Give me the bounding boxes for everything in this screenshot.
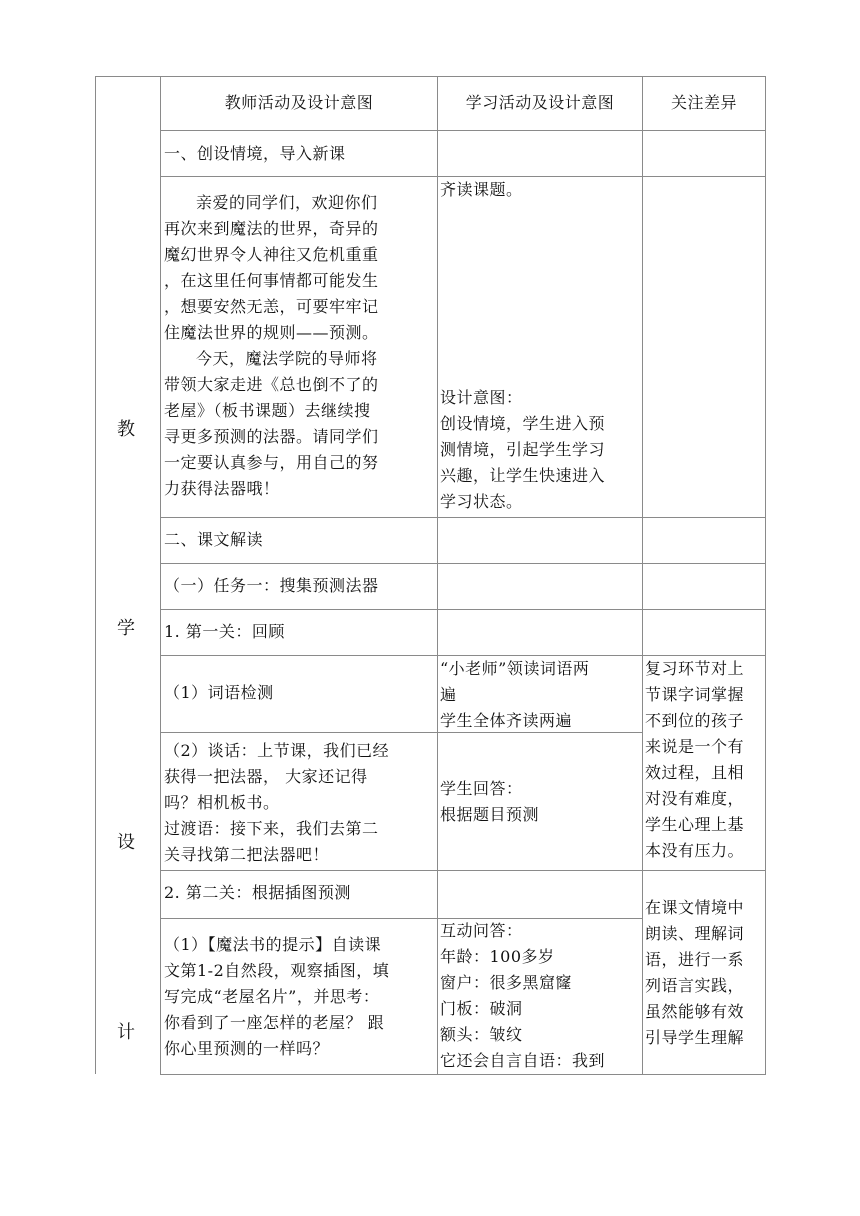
- teacher-intro-text: 亲爱的同学们，欢迎你们 再次来到魔法的世界，奇异的 魔幻世界令人神往又危机重重 ，在这里任何事情都可能发生 ，想要安然无恙，可要牢牢记 住魔法世界的规则——预测。 今天，魔法学院的导师将 带领大家走进《总也倒不了的 老屋》（板书课题）去继续搜 寻更多预测的法器。请同学们 一定要认真参与，用自己的努 力获得法器哦！: [164, 193, 379, 498]
- interactive-qa-text: 互动问答： 年龄：100多岁 窗户：很多黑窟窿 门板：破洞 额头：皱纹 它还会自言自语：我到: [440, 921, 606, 1070]
- diff-review-note: 复习环节对上 节课字词掌握 不到位的孩子 来说是一个有 效过程，且相 对没有难度， 学生心理上基 本没有压力。: [645, 659, 745, 860]
- row-divider: [160, 517, 766, 518]
- side-label-char: 学: [117, 618, 135, 639]
- side-label-char: 设: [117, 832, 135, 853]
- column-divider-side: [160, 76, 161, 1074]
- student-read-title: 齐读课题。: [440, 180, 523, 199]
- student-word-reading: “小老师”领读词语两 遍 学生全体齐读两遍: [440, 659, 590, 730]
- row-divider: [160, 609, 766, 610]
- table-border-left: [95, 76, 96, 1074]
- section-heading-intro: 一、创设情境，导入新课: [164, 144, 346, 163]
- row-divider: [160, 870, 766, 871]
- column-divider-teacher: [437, 76, 438, 1074]
- student-answer-text: 学生回答： 根据题目预测: [440, 779, 540, 824]
- teacher-talk-text: （2）谈话：上节课，我们已经 获得一把法器， 大家还记得 吗？相机板书。 过渡语：接下来，我们去第二 关寻找第二把法器吧！: [164, 741, 390, 864]
- table-border-top: [95, 76, 766, 77]
- header-student-activity: 学习活动及设计意图: [465, 93, 615, 112]
- level-two-heading: 2. 第二关：根据插图预测: [164, 883, 351, 902]
- side-label-char: 教: [117, 419, 135, 440]
- level-one-heading: 1. 第一关：回顾: [164, 622, 285, 641]
- section-heading-text-reading: 二、课文解读: [164, 530, 264, 549]
- diff-context-note: 在课文情境中 朗读、理解词 语，进行一系 列语言实践， 虽然能够有效 引导学生理解: [645, 898, 745, 1047]
- magic-book-hint-text: （1）【魔法书的提示】自读课 文第1-2自然段，观察插图，填 写完成“老屋名片”，并思考： 你看到了一座怎样的老屋？ 跟 你心里预测的一样吗？: [164, 935, 390, 1058]
- column-divider-student: [642, 76, 643, 1074]
- row-divider: [160, 563, 766, 564]
- table-border-right: [765, 76, 766, 1074]
- row-divider: [160, 130, 766, 131]
- design-intent-text: 设计意图： 创设情境，学生进入预 测情境，引起学生学习 兴趣，让学生快速进入 学习状态。: [440, 388, 606, 511]
- header-attention-difference: 关注差异: [670, 93, 737, 112]
- task-one-heading: （一）任务一：搜集预测法器: [164, 576, 379, 595]
- table-border-bottom: [160, 1074, 766, 1075]
- header-teacher-activity: 教师活动及设计意图: [224, 93, 374, 112]
- word-check-item: （1）词语检测: [164, 683, 274, 702]
- side-label-char: 计: [117, 1022, 135, 1043]
